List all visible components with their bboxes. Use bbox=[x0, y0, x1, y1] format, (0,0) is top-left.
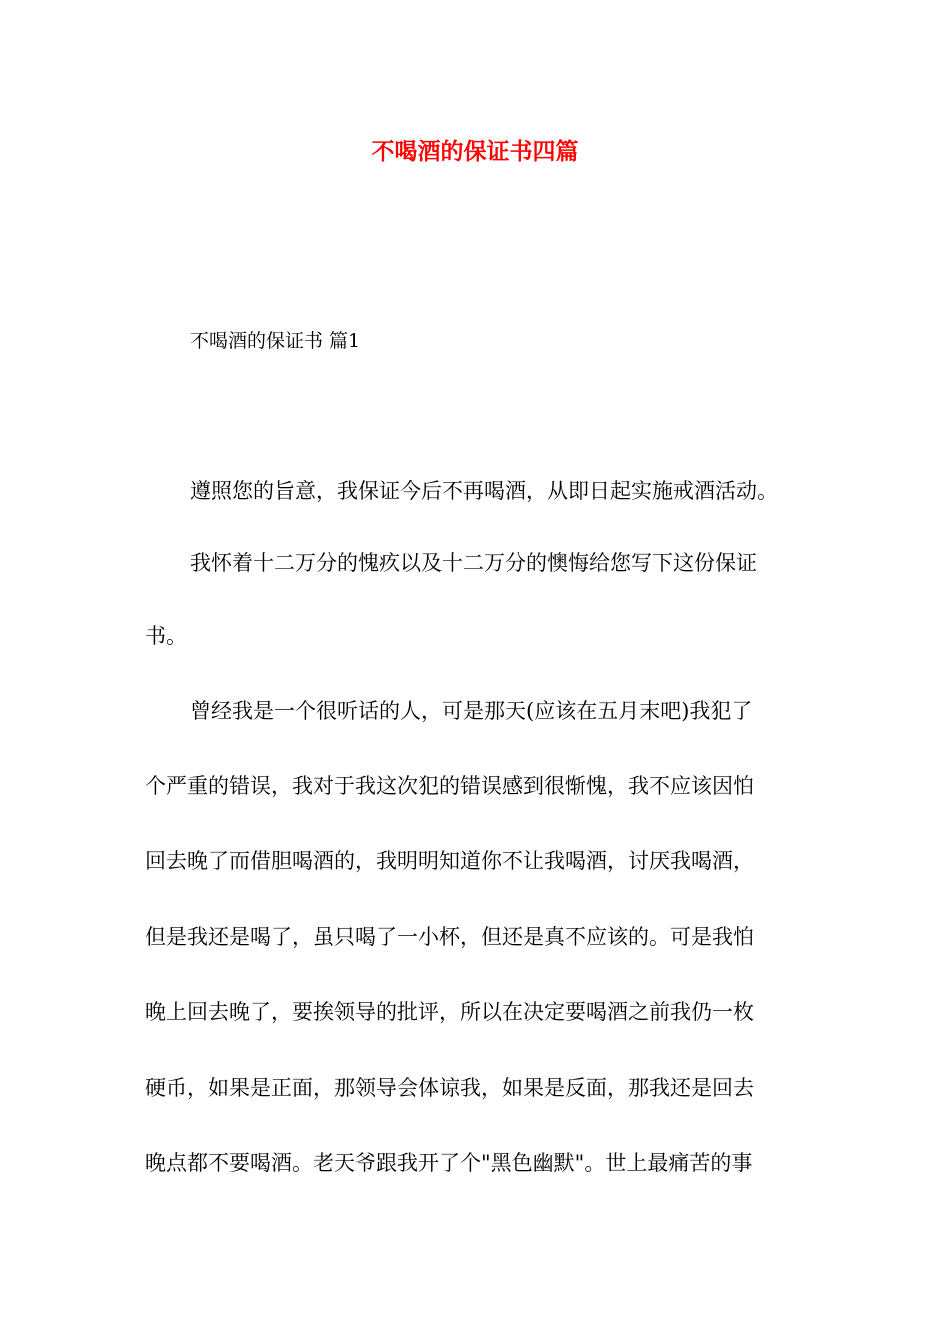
paragraph-line: 回去晚了而借胆喝酒的，我明明知道你不让我喝酒，讨厌我喝酒， bbox=[145, 849, 754, 873]
paragraph-line: 我怀着十二万分的愧疚以及十二万分的懊悔给您写下这份保证 bbox=[190, 551, 757, 575]
paragraph-line: 但是我还是喝了，虽只喝了一小杯，但还是真不应该的。可是我怕 bbox=[145, 925, 754, 949]
paragraph-line: 硬币，如果是正面，那领导会体谅我，如果是反面，那我还是回去 bbox=[145, 1076, 754, 1100]
paragraph-line: 晚上回去晚了，要挨领导的批评，所以在决定要喝酒之前我仍一枚 bbox=[145, 1000, 754, 1024]
document-title: 不喝酒的保证书四篇 bbox=[371, 138, 579, 165]
paragraph-line: 个严重的错误，我对于我这次犯的错误感到很惭愧，我不应该因怕 bbox=[145, 774, 754, 798]
section-heading: 不喝酒的保证书 篇1 bbox=[190, 330, 361, 352]
paragraph-line: 遵照您的旨意，我保证今后不再喝酒，从即日起实施戒酒活动。 bbox=[190, 479, 778, 503]
paragraph-line: 晚点都不要喝酒。老天爷跟我开了个"黑色幽默"。世上最痛苦的事 bbox=[145, 1151, 753, 1175]
paragraph-line: 书。 bbox=[145, 624, 187, 648]
paragraph-line: 曾经我是一个很听话的人，可是那天(应该在五月末吧)我犯了 bbox=[190, 699, 753, 723]
